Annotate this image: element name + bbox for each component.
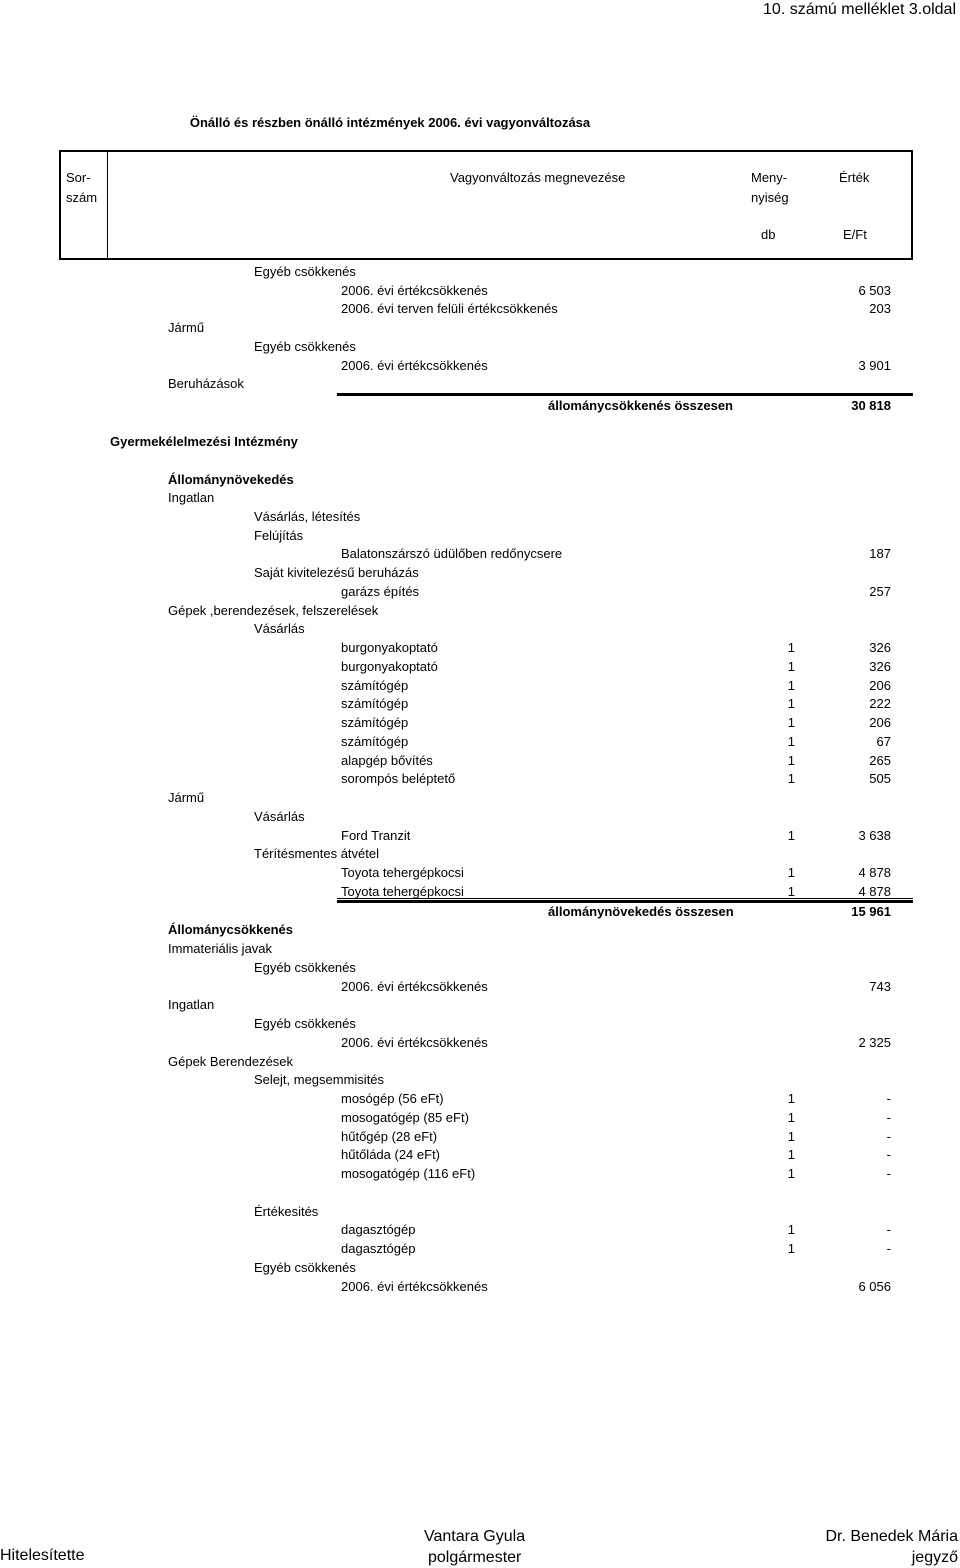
row-value: 257 — [869, 583, 891, 599]
row-quantity: 1 — [787, 640, 795, 655]
row-value: 326 — [869, 640, 891, 655]
row-text: Gépek ,berendezések, felszerelések — [168, 602, 379, 618]
row-text: mosógép (56 eFt) — [341, 1091, 444, 1106]
row-value: - — [886, 1147, 891, 1163]
row-text: 2006. évi terven felüli értékcsökkenés — [341, 301, 558, 317]
row-text: Jármű — [168, 790, 205, 805]
row-text: Egyéb csökkenés — [254, 338, 356, 354]
row-text: számítógép — [341, 677, 409, 693]
row-quantity: 1 — [787, 1147, 795, 1163]
increase-total-label: állománynövekedés összesen — [548, 904, 734, 919]
row-quantity: 1 — [787, 658, 795, 674]
row-value: 67 — [876, 733, 891, 749]
row-value: 2 325 — [858, 1034, 891, 1050]
row-value: - — [886, 1109, 891, 1125]
row-quantity: 1 — [787, 1128, 795, 1144]
row-quantity: 1 — [787, 752, 795, 768]
row-value: 326 — [869, 658, 891, 674]
row-value: - — [886, 1241, 891, 1256]
row-quantity: 1 — [787, 1241, 795, 1256]
row-text: Egyéb csökkenés — [254, 959, 356, 975]
row-text: sorompós beléptető — [341, 771, 456, 787]
row-text: 2006. évi értékcsökkenés — [341, 282, 488, 298]
row-text: Térítésmentes átvétel — [254, 846, 379, 862]
row-text: dagasztógép — [341, 1241, 416, 1256]
row-value: 4 878 — [858, 865, 891, 880]
row-text: Vásárlás, létesítés — [254, 508, 361, 524]
row-value: 203 — [869, 301, 891, 317]
row-text: Felújítás — [254, 527, 304, 543]
row-quantity: 1 — [787, 1166, 795, 1181]
row-quantity: 1 — [787, 733, 795, 749]
institution-name: Gyermekélelmezési Intézmény — [110, 434, 298, 449]
row-text: számítógép — [341, 696, 409, 712]
row-text: Vásárlás — [254, 808, 305, 824]
row-text: garázs építés — [341, 583, 420, 599]
row-text: Saját kivitelezésű beruházás — [254, 565, 419, 580]
row-text: burgonyakoptató — [341, 640, 438, 655]
row-quantity: 1 — [787, 1109, 795, 1125]
row-text: mosogatógép (85 eFt) — [341, 1109, 469, 1125]
row-text: Ingatlan — [168, 997, 215, 1013]
footer-notary-title: jegyző — [911, 1549, 958, 1566]
increase-total-rule-thin — [337, 898, 913, 899]
row-quantity: 1 — [787, 865, 795, 880]
row-value: 265 — [869, 752, 891, 768]
page-label: 10. számú melléklet 3.oldal — [763, 1, 956, 18]
row-text: számítógép — [341, 733, 409, 749]
row-quantity: 1 — [787, 677, 795, 693]
row-text: 2006. évi értékcsökkenés — [341, 1278, 488, 1294]
row-text: dagasztógép — [341, 1222, 416, 1238]
row-text: Toyota tehergépkocsi — [341, 883, 464, 899]
row-text: burgonyakoptató — [341, 658, 438, 674]
header-unit-db: db — [761, 227, 776, 242]
header-sorszam-1: Sor- — [66, 170, 91, 185]
row-value: 3 901 — [858, 357, 891, 373]
header-megnevezes: Vagyonváltozás megnevezése — [450, 170, 626, 185]
row-text: Egyéb csökkenés — [254, 1259, 356, 1275]
row-text: mosogatógép (116 eFt) — [341, 1166, 476, 1181]
top-total-rule — [337, 393, 913, 396]
row-quantity: 1 — [787, 696, 795, 712]
row-text: Gépek Berendezések — [168, 1053, 294, 1069]
header-mennyiseg-1: Meny- — [751, 170, 788, 185]
footer-notary-name: Dr. Benedek Mária — [825, 1528, 958, 1545]
row-quantity: 1 — [787, 1222, 795, 1238]
row-value: 222 — [869, 696, 891, 712]
row-value: - — [886, 1128, 891, 1144]
row-text: 2006. évi értékcsökkenés — [341, 357, 488, 373]
row-value: - — [886, 1091, 891, 1106]
header-mennyiseg-2: nyiség — [751, 190, 789, 205]
row-value: 206 — [869, 677, 891, 693]
header-divider — [107, 152, 108, 258]
top-total-value: 30 818 — [851, 398, 891, 413]
row-value: 187 — [869, 546, 891, 562]
row-text: számítógép — [341, 715, 409, 730]
footer-certified: Hitelesítette — [0, 1547, 85, 1564]
top-total-label: állománycsökkenés összesen — [548, 398, 733, 413]
row-value: 206 — [869, 715, 891, 730]
row-quantity: 1 — [787, 827, 795, 843]
document-title: Önálló és részben önálló intézmények 2006. évi vagyonváltozása — [189, 115, 591, 130]
row-text: 2006. évi értékcsökkenés — [341, 1034, 488, 1050]
row-text: 2006. évi értékcsökkenés — [341, 978, 488, 994]
row-text: Toyota tehergépkocsi — [341, 865, 464, 880]
row-value: 4 878 — [858, 883, 891, 899]
row-text: hűtőláda (24 eFt) — [341, 1147, 441, 1163]
row-text: Selejt, megsemmisités — [254, 1072, 385, 1088]
header-ertek: Érték — [839, 170, 870, 185]
row-text: Jármű — [168, 320, 205, 336]
row-text: Vásárlás — [254, 621, 305, 637]
row-text: hűtőgép (28 eFt) — [341, 1128, 438, 1144]
row-quantity: 1 — [787, 771, 795, 787]
row-value: - — [886, 1166, 891, 1181]
decrease-heading: Állománycsökkenés — [168, 922, 294, 937]
row-quantity: 1 — [787, 715, 795, 730]
row-text: alapgép bővítés — [341, 752, 433, 768]
row-text: Immateriális javak — [168, 941, 273, 956]
row-text: Egyéb csökkenés — [254, 264, 356, 279]
increase-total-rule — [337, 900, 913, 903]
row-value: 6 503 — [858, 282, 891, 298]
row-text: Ford Tranzit — [341, 827, 411, 843]
increase-total-value: 15 961 — [851, 904, 891, 919]
row-value: - — [886, 1222, 891, 1238]
row-value: 3 638 — [858, 827, 891, 843]
row-text: Egyéb csökkenés — [254, 1016, 356, 1031]
header-sorszam-2: szám — [66, 190, 98, 205]
footer-mayor-title: polgármester — [428, 1549, 522, 1566]
row-quantity: 1 — [787, 1091, 795, 1106]
footer-mayor-name: Vantara Gyula — [424, 1528, 526, 1545]
increase-heading: Állománynövekedés — [168, 472, 294, 487]
row-text: Értékesités — [254, 1203, 319, 1219]
row-text: Balatonszárszó üdülőben redőnycsere — [341, 546, 563, 562]
row-quantity: 1 — [787, 883, 795, 899]
row-value: 743 — [869, 978, 891, 994]
row-text: Ingatlan — [168, 490, 215, 505]
header-unit-eft: E/Ft — [843, 227, 867, 242]
row-value: 505 — [869, 771, 891, 787]
row-value: 6 056 — [858, 1278, 891, 1294]
row-text: Beruházások — [168, 376, 244, 392]
